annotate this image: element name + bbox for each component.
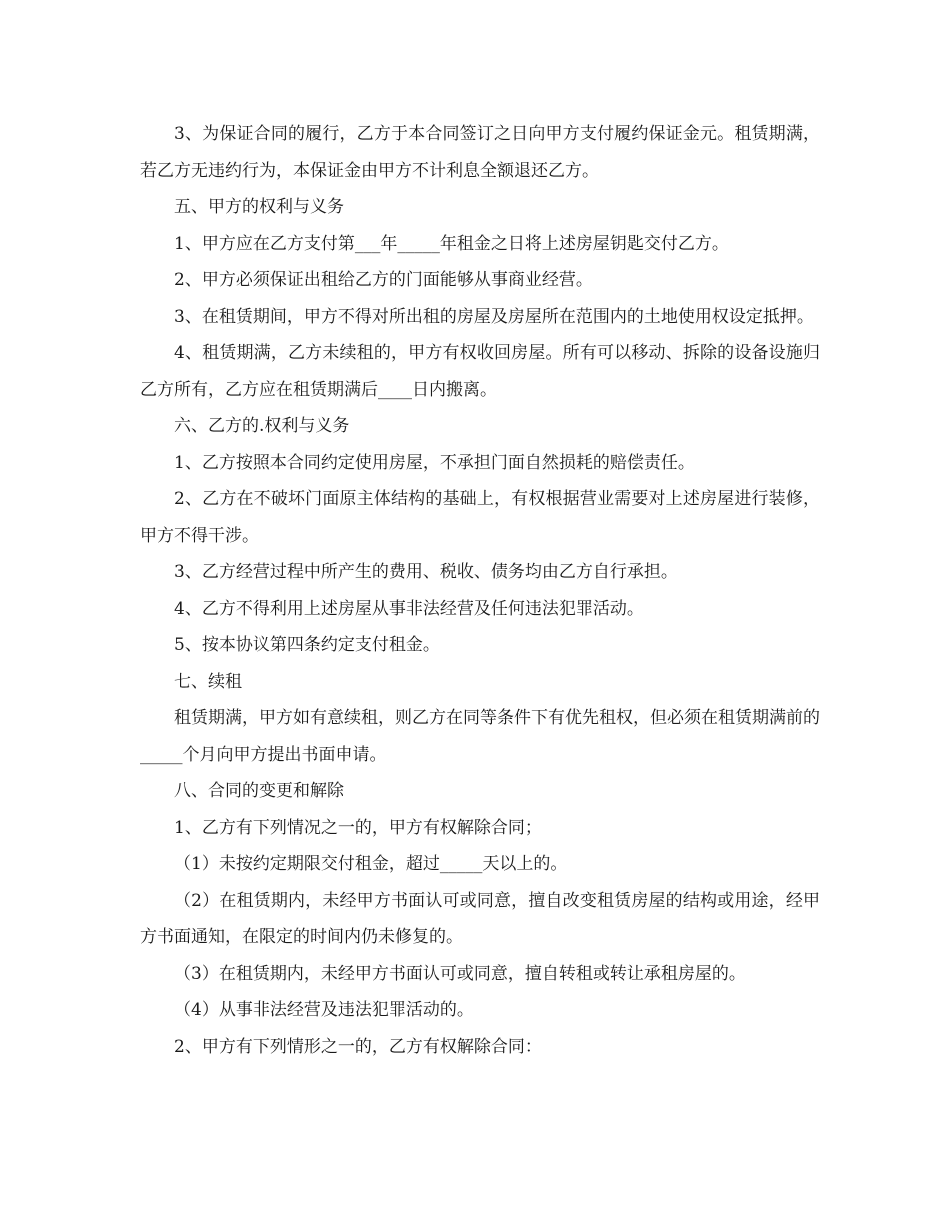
paragraph-termination-item-4: （4）从事非法经营及违法犯罪活动的。: [174, 1000, 474, 1020]
paragraph-termination-by-a: 1、乙方有下列情况之一的，甲方有权解除合同；: [174, 817, 542, 838]
section-heading-party-a-rights: 五、甲方的权利与义务: [174, 197, 344, 217]
section-heading-change-termination: 八、合同的变更和解除: [174, 781, 344, 801]
paragraph-a-1: 1、甲方应在乙方支付第___年_____年租金之日将上述房屋钥匙交付乙方。: [174, 233, 729, 254]
paragraph-termination-item-3: （3）在租赁期内，未经甲方书面认可或同意，擅自转租或转让承租房屋的。: [174, 963, 746, 984]
paragraph-b-5: 5、按本协议第四条约定支付租金。: [174, 635, 440, 655]
paragraph-termination-item-2: （2）在租赁期内，未经甲方书面认可或同意，擅自改变租赁房屋的结构或用途，经甲方书面通知，在限定的时间内仍未修复的。: [140, 890, 820, 947]
section-heading-party-b-rights: 六、乙方的.权利与义务: [174, 416, 350, 436]
paragraph-deposit-clause: 3、为保证合同的履行，乙方于本合同签订之日向甲方支付履约保证金元。租赁期满，若乙方无违约行为，本保证金由甲方不计利息全额退还乙方。: [140, 124, 820, 181]
paragraph-a-3: 3、在租赁期间，甲方不得对所出租的房屋及房屋所在范围内的土地使用权设定抵押。: [174, 306, 814, 327]
paragraph-a-4: 4、租赁期满，乙方未续租的，甲方有权收回房屋。所有可以移动、拆除的设备设施归乙方所有，乙方应在租赁期满后____日内搬离。: [140, 343, 820, 400]
paragraph-renewal: 租赁期满，甲方如有意续租，则乙方在同等条件下有优先租权，但必须在租赁期满前的_____个月向甲方提出书面申请。: [140, 708, 820, 765]
paragraph-termination-item-1: （1）未按约定期限交付租金，超过_____天以上的。: [174, 854, 568, 874]
paragraph-b-2: 2、乙方在不破坏门面原主体结构的基础上，有权根据营业需要对上述房屋进行装修，甲方不得干涉。: [140, 489, 820, 546]
paragraph-termination-by-b: 2、甲方有下列情形之一的，乙方有权解除合同：: [174, 1036, 542, 1057]
section-heading-renewal: 七、续租: [174, 671, 242, 692]
paragraph-b-1: 1、乙方按照本合同约定使用房屋，不承担门面自然损耗的赔偿责任。: [174, 452, 695, 473]
paragraph-a-2: 2、甲方必须保证出租给乙方的门面能够从事商业经营。: [174, 270, 593, 290]
paragraph-b-3: 3、乙方经营过程中所产生的费用、税收、债务均由乙方自行承担。: [174, 562, 678, 582]
paragraph-b-4: 4、乙方不得利用上述房屋从事非法经营及任何违法犯罪活动。: [174, 598, 644, 619]
document-body: [140, 116, 820, 1065]
